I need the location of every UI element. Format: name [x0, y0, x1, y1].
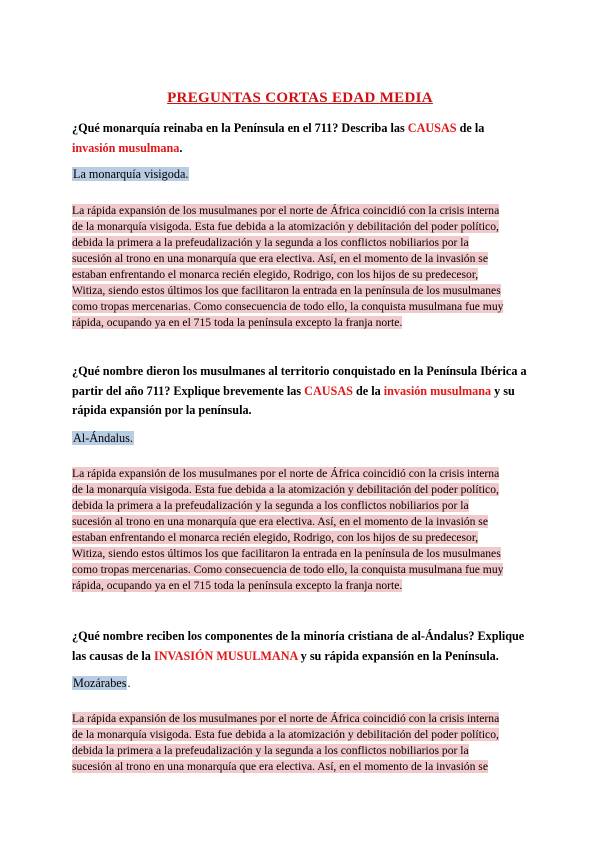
question-3-end: y su rápida expansión en la Península. — [297, 648, 499, 663]
question-1-mid: de la — [456, 121, 485, 135]
explanation-line — [72, 482, 532, 498]
question-1-end: . — [179, 140, 183, 155]
explanation-1 — [72, 203, 532, 331]
explanation-line-text: Witiza, siendo estos últimos los que facilitaron la entrada en la península de los musulmanes — [72, 284, 501, 297]
explanation-line-text: Witiza, siendo estos últimos los que facilitaron la entrada en la península de los musulmanes — [72, 547, 501, 560]
explanation-line — [72, 759, 532, 775]
explanation-line — [72, 251, 532, 267]
explanation-line — [72, 546, 532, 562]
answer-3-text: Mozárabes — [73, 676, 127, 690]
explanation-line — [72, 727, 532, 743]
explanation-line — [72, 235, 532, 251]
explanation-line — [72, 578, 532, 594]
explanation-line-text: como tropas mercenarias. Como consecuencia de todo ello, la conquista musulmana fue muy — [72, 563, 504, 576]
question-2-invasion: invasión musulmana — [383, 383, 492, 398]
explanation-line — [72, 711, 532, 727]
answer-1 — [72, 167, 189, 183]
explanation-line — [72, 466, 532, 482]
explanation-line-text: como tropas mercenarias. Como consecuencia de todo ello, la conquista musulmana fue muy — [72, 300, 504, 313]
explanation-line — [72, 498, 532, 514]
explanation-line-text: estaban enfrentando el monarca recién elegido, Rodrigo, con los hijos de su predecesor, — [72, 268, 479, 281]
explanation-line-text: debida la primera a la prefeudalización y la segunda a los conflictos nobiliarios por la — [72, 744, 469, 757]
explanation-line-text: de la monarquía visigoda. Esta fue debida a la atomización y debilitación del poder político, — [72, 728, 499, 741]
explanation-line — [72, 530, 532, 546]
explanation-line — [72, 267, 532, 283]
question-3-invasion: INVASIÓN MUSULMANA — [153, 648, 298, 663]
question-3-text: ¿Qué nombre reciben los componentes de la minoría cristiana de al-Ándalus? Explique las causas de la — [72, 629, 525, 663]
question-3 — [72, 627, 532, 666]
explanation-line-text: La rápida expansión de los musulmanes por el norte de África coincidió con la crisis interna — [72, 712, 500, 725]
answer-2 — [72, 431, 134, 447]
question-1 — [72, 119, 532, 158]
explanation-line — [72, 743, 532, 759]
question-1-text: ¿Qué monarquía reinaba en la Península en el 711? Describa las — [72, 121, 408, 135]
explanation-line — [72, 562, 532, 578]
explanation-line — [72, 219, 532, 235]
explanation-line — [72, 514, 532, 530]
explanation-line-text: sucesión al trono en una monarquía que era electiva. Así, en el momento de la invasión se — [72, 515, 488, 528]
explanation-line — [72, 299, 532, 315]
explanation-line-text: La rápida expansión de los musulmanes por el norte de África coincidió con la crisis interna — [72, 204, 500, 217]
explanation-line-text: rápida, ocupando ya en el 715 toda la península excepto la franja norte. — [72, 579, 403, 592]
explanation-line-text: debida la primera a la prefeudalización y la segunda a los conflictos nobiliarios por la — [72, 499, 469, 512]
explanation-line — [72, 315, 532, 331]
question-2 — [72, 362, 532, 421]
explanation-line-text: estaban enfrentando el monarca recién elegido, Rodrigo, con los hijos de su predecesor, — [72, 531, 479, 544]
explanation-line-text: de la monarquía visigoda. Esta fue debida a la atomización y debilitación del poder político, — [72, 220, 499, 233]
explanation-line-text: de la monarquía visigoda. Esta fue debida a la atomización y debilitación del poder político, — [72, 483, 499, 496]
question-2-end: y su rápida expansión por la península. — [72, 383, 515, 417]
explanation-line — [72, 203, 532, 219]
explanation-2 — [72, 466, 532, 594]
answer-3 — [72, 676, 131, 692]
question-2-causas: CAUSAS — [304, 383, 353, 398]
explanation-3 — [72, 711, 532, 775]
answer-1-text: La monarquía visigoda. — [73, 167, 189, 181]
explanation-line-text: rápida, ocupando ya en el 715 toda la península excepto la franja norte. — [72, 316, 403, 329]
question-2-mid: de la — [352, 383, 384, 398]
page-title: PREGUNTAS CORTAS EDAD MEDIA — [167, 90, 433, 106]
answer-3-tail: . — [127, 676, 131, 690]
explanation-line-text: debida la primera a la prefeudalización y la segunda a los conflictos nobiliarios por la — [72, 236, 469, 249]
question-1-causas: CAUSAS — [407, 121, 457, 135]
explanation-line-text: sucesión al trono en una monarquía que era electiva. Así, en el momento de la invasión se — [72, 760, 488, 773]
explanation-line-text: sucesión al trono en una monarquía que era electiva. Así, en el momento de la invasión se — [72, 252, 488, 265]
explanation-line-text: La rápida expansión de los musulmanes por el norte de África coincidió con la crisis interna — [72, 467, 500, 480]
explanation-line — [72, 283, 532, 299]
answer-2-text: Al-Ándalus. — [73, 431, 133, 445]
question-1-invasion: invasión musulmana — [72, 140, 180, 155]
question-2-text: ¿Qué nombre dieron los musulmanes al territorio conquistado en la Península Ibérica a partir del año 711? Explique brevemente las — [72, 364, 527, 398]
